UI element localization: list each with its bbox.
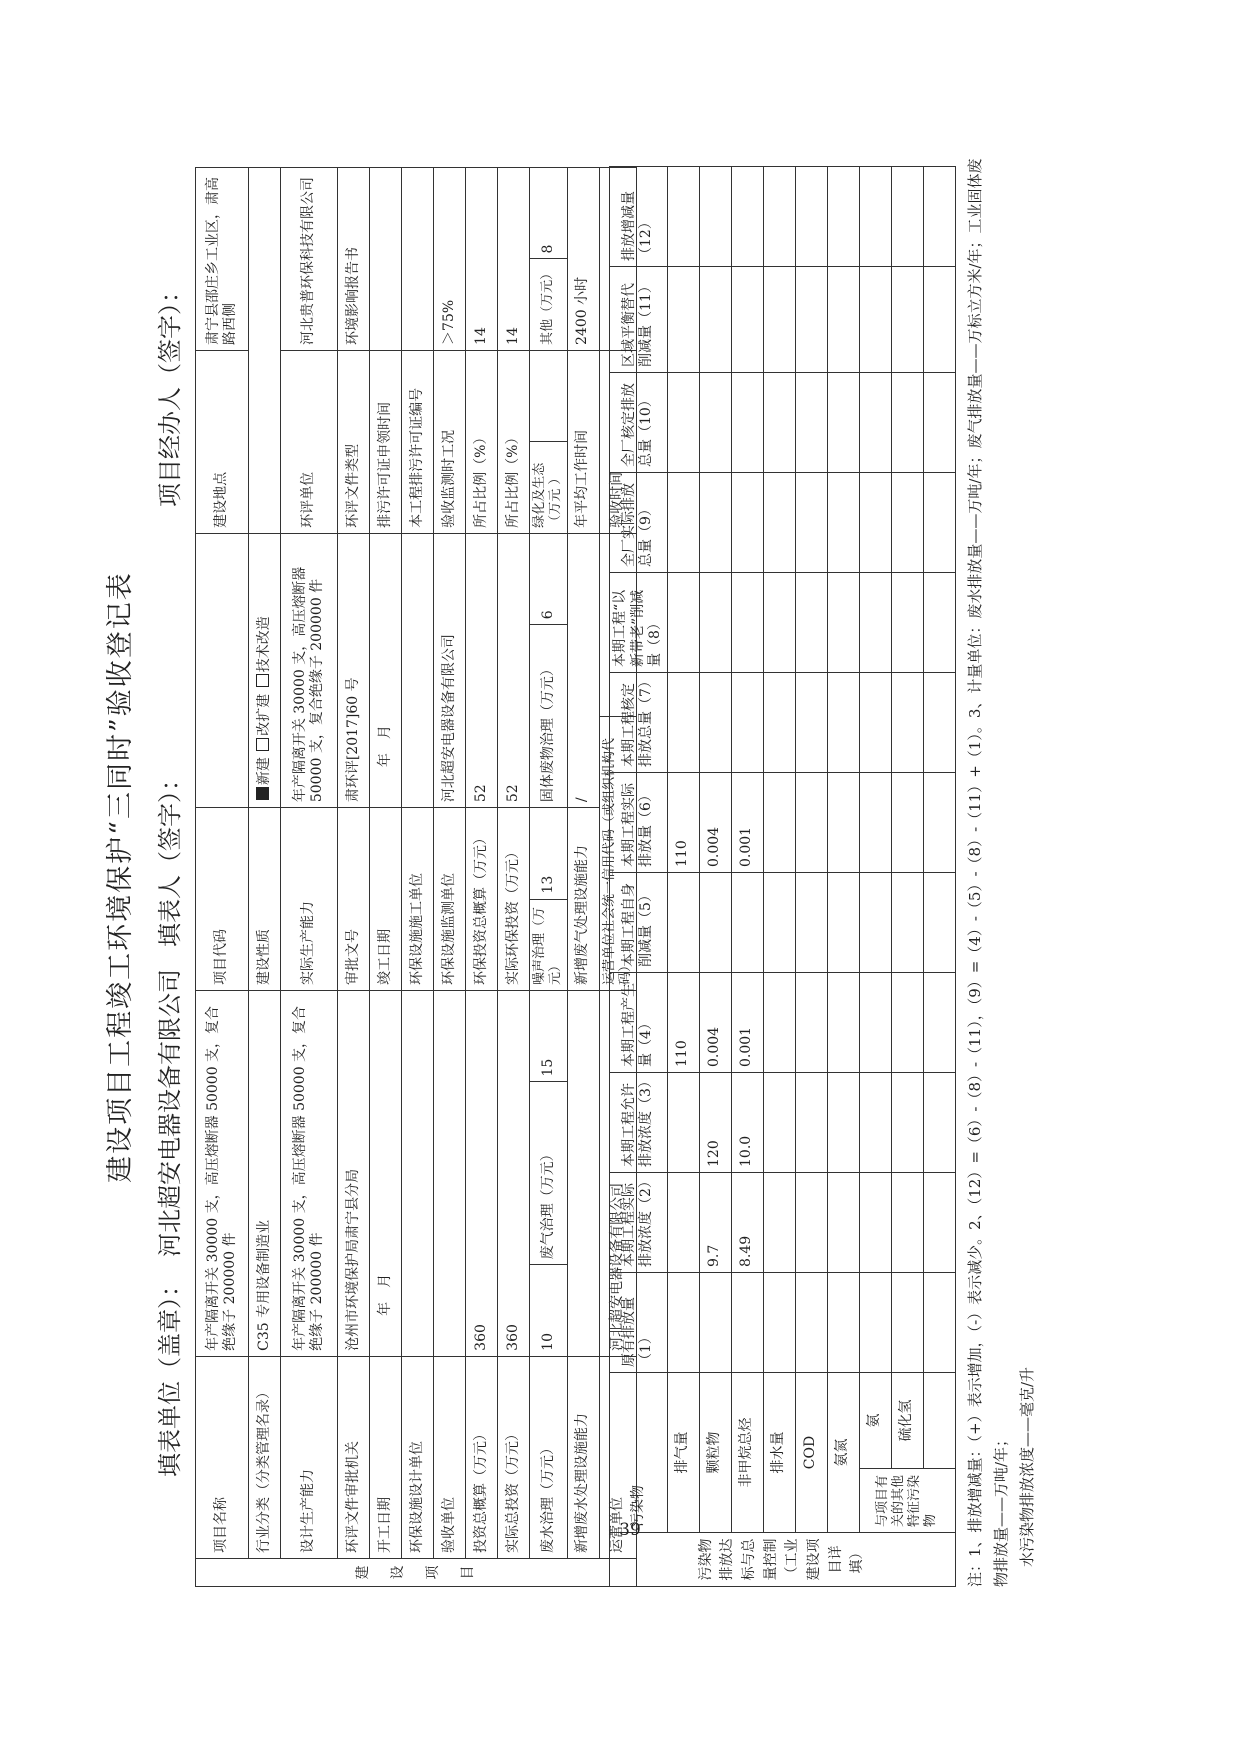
pollutant-name: 颗粒物 [699, 1373, 731, 1533]
page-title: 建设项目工程竣工环境保护“三同时”验收登记表 [105, 571, 136, 1183]
row-design-unit [402, 168, 434, 1587]
row-new-capacity [567, 168, 599, 1587]
pollutant-value-cell [923, 373, 955, 473]
pollutant-value-cell [763, 373, 795, 473]
green-value [530, 350, 568, 441]
page-number: 39 [619, 1520, 641, 1540]
pollutant-value-cell [923, 473, 955, 573]
nature-options: 新建 改扩建 技术改造 [249, 533, 281, 807]
pollutant-value-cell [795, 167, 827, 267]
pollutant-value-cell [667, 267, 699, 373]
eia-unit-value: 河北贵普环保科技有限公司 [281, 168, 338, 351]
pollutant-value-cell [891, 973, 923, 1073]
pollutant-value-cell [859, 573, 891, 673]
new-gas-value: / [567, 533, 599, 807]
pollutant-value-cell [859, 973, 891, 1073]
project-code-value [196, 533, 249, 807]
col-12: 排放增减量（12） [610, 167, 668, 267]
design-unit-label: 环保设施设计单位 [402, 1356, 434, 1558]
fill-unit-value: 河北超安电器设备有限公司 [156, 969, 184, 1257]
col-11: 区域平衡替代削减量（11） [610, 267, 668, 373]
design-cap-value: 年产隔离开关 30000 支，高压熔断器 50000 支，复合绝缘子 200000 件 [281, 991, 338, 1357]
credit-code-label: 运营单位社会统一信用代码（或组织机构代码） [599, 716, 637, 990]
budget-ratio-label: 所占比例（%） [466, 350, 498, 533]
pollutant-value-cell [859, 1173, 891, 1273]
row-approval [338, 168, 370, 1587]
pollutant-value-cell: 0.001 [731, 973, 763, 1073]
pollutant-value-cell [827, 973, 859, 1073]
col-pollutant: 污染物 [610, 1373, 668, 1533]
filler-label: 填表人（签字）： [156, 767, 184, 947]
pollutant-side-label: 污染物排放达标与总量控制（工业建设项目详填） [610, 1533, 956, 1587]
pollutant-value-cell: 8.49 [731, 1173, 763, 1273]
work-hours-label: 年平均工作时间 [567, 350, 599, 533]
col-3: 本期工程允许排放浓度（3） [610, 1073, 668, 1173]
row-capacity [281, 168, 338, 1587]
pollutant-value-cell [731, 473, 763, 573]
pollutant-value-cell [699, 373, 731, 473]
pollutant-value-cell [859, 1273, 891, 1373]
pollutant-value-cell [859, 673, 891, 773]
pollutant-value-cell [923, 673, 955, 773]
pollutant-value-cell [859, 873, 891, 973]
gas-value: 15 [530, 991, 568, 1082]
project-code-label: 项目代码 [196, 808, 249, 991]
accept-time-label: 验收时间 [599, 350, 637, 533]
pollutant-value-cell [763, 673, 795, 773]
pollutant-name: COD [795, 1373, 827, 1533]
checkbox-expansion[interactable] [256, 738, 269, 751]
start-value: 年 月 [370, 991, 402, 1357]
permit-time-value [370, 168, 402, 351]
pollutant-value-cell: 120 [699, 1073, 731, 1173]
pollutant-value-cell [827, 167, 859, 267]
pollutant-value-cell [667, 167, 699, 267]
other-value: 8 [530, 168, 568, 260]
pollutant-value-cell [795, 973, 827, 1073]
pollutant-value-cell [923, 573, 955, 673]
col-7: 本期工程核定排放总量（7） [610, 673, 668, 773]
start-label: 开工日期 [370, 1356, 402, 1558]
pollutant-value-cell [667, 1273, 699, 1373]
env-budget-label: 环保投资总概算（万元） [466, 808, 498, 991]
new-water-label: 新增废水处理设施能力 [567, 1356, 599, 1558]
solid-label: 固体废物治理（万元） [530, 625, 568, 808]
pollutant-value-cell [763, 773, 795, 873]
actual-ratio-value: 14 [498, 168, 530, 351]
pollutant-value-cell [699, 673, 731, 773]
col-4: 本期工程产生量（4） [610, 973, 668, 1073]
industry-label: 行业分类（分类管理名录） [249, 1356, 281, 1558]
pollutant-value-cell [763, 473, 795, 573]
row-industry [249, 168, 281, 1587]
row-accept-unit [434, 168, 466, 1587]
design-cap-label: 设计生产能力 [281, 1356, 338, 1558]
actual-ratio-label: 所占比例（%） [498, 350, 530, 533]
pollutant-row [891, 167, 923, 1587]
pollutant-row [795, 167, 827, 1587]
pollutant-value-cell [923, 1173, 955, 1273]
pollutant-value-cell [827, 1173, 859, 1273]
handler-label: 项目经办人（签字）： [156, 279, 184, 507]
pollutant-value-cell: 0.001 [731, 773, 763, 873]
pollutant-value-cell [891, 773, 923, 873]
pollutant-value-cell [923, 267, 955, 373]
pollutant-value-cell [891, 1273, 923, 1373]
side-label-project: 建 设 项 目 [196, 1559, 637, 1587]
pollutant-value-cell [891, 267, 923, 373]
pollutant-header-row [610, 167, 668, 1587]
pollutant-name: 排水量 [763, 1373, 795, 1533]
noise-value: 13 [530, 808, 568, 899]
pollutant-value-cell [923, 1073, 955, 1173]
pollutant-value-cell [763, 1073, 795, 1173]
pollutant-value-cell [795, 267, 827, 373]
registration-table [195, 167, 637, 1587]
construct-unit-label: 环保设施施工单位 [402, 808, 434, 991]
pollutant-value-cell [795, 1273, 827, 1373]
pollutant-row [667, 167, 699, 1587]
pollutant-table [609, 166, 956, 1587]
checkbox-tech[interactable] [256, 674, 269, 687]
pollutant-value-cell [827, 373, 859, 473]
operator-value: 河北超安电器设备有限公司 [599, 991, 637, 1357]
pollutant-value-cell [827, 473, 859, 573]
pollutant-value-cell [827, 673, 859, 773]
row-budget [466, 168, 498, 1587]
other-label: 其他（万元） [530, 259, 568, 350]
note-line-2: 水污染物排放浓度——毫克/升 [1018, 1366, 1036, 1567]
water-label: 废水治理（万元） [530, 1356, 568, 1558]
pollutant-value-cell: 110 [667, 973, 699, 1073]
pollutant-value-cell [923, 973, 955, 1073]
finish-value: 年 月 [370, 533, 402, 807]
project-name-value: 年产隔离开关 30000 支，高压熔断器 50000 支，复合绝缘子 200000 件 [196, 991, 249, 1357]
pollutant-value-cell [923, 167, 955, 267]
row-treatment [530, 168, 568, 1587]
pollutant-value-cell [795, 1073, 827, 1173]
pollutant-value-cell [891, 1173, 923, 1273]
eia-unit-label: 环评单位 [281, 350, 338, 533]
pollutant-value-cell: 9.7 [699, 1173, 731, 1273]
fill-unit-label: 填表单位（盖章）： [156, 1273, 184, 1477]
accept-unit-value [434, 991, 466, 1357]
finish-label: 竣工日期 [370, 808, 402, 991]
pollutant-value-cell [795, 373, 827, 473]
monitor-cond-value: ＞75% [434, 168, 466, 351]
col-8: 本期工程“以新带老”削减量（8） [610, 573, 668, 673]
pollutant-value-cell [891, 473, 923, 573]
pollutant-value-cell [923, 773, 955, 873]
rotated-form [90, 127, 1150, 1627]
pollutant-value-cell [795, 873, 827, 973]
related-pollutant-group: 与项目有关的其他特征污染物 [859, 1469, 955, 1533]
related-pollutant-name [923, 1373, 955, 1469]
location-value: 肃宁县邵庄乡工业区，肃高路西侧 [196, 168, 249, 351]
pollutant-value-cell [827, 773, 859, 873]
pollutant-value-cell [891, 1073, 923, 1173]
accept-unit-label: 验收单位 [434, 1356, 466, 1558]
actual-label: 实际总投资（万元） [498, 1356, 530, 1558]
pollutant-row [763, 167, 795, 1587]
actual-cap-label: 实际生产能力 [281, 808, 338, 991]
nature-label: 建设性质 [249, 808, 281, 991]
approval-no-label: 审批文号 [338, 808, 370, 991]
pollutant-value-cell [667, 1073, 699, 1173]
pollutant-row [923, 167, 955, 1587]
pollutant-value-cell [731, 673, 763, 773]
new-water-value [567, 991, 599, 1357]
monitor-cond-label: 验收监测时工况 [434, 350, 466, 533]
construct-unit-value [402, 533, 434, 807]
pollutant-value-cell [731, 167, 763, 267]
pollutant-row [827, 167, 859, 1587]
row-project-name [196, 168, 249, 1587]
pollutant-value-cell [667, 873, 699, 973]
col-5: 本期工程自身削减量（5） [610, 873, 668, 973]
col-9: 全厂实际排放总量（9） [610, 473, 668, 573]
pollutant-value-cell [859, 373, 891, 473]
pollutant-value-cell: 10.0 [731, 1073, 763, 1173]
pollutant-value-cell [891, 873, 923, 973]
pollutant-value-cell [923, 873, 955, 973]
work-hours-value: 2400 小时 [567, 168, 599, 351]
pollutant-value-cell [699, 267, 731, 373]
pollutant-value-cell [667, 473, 699, 573]
pollutant-value-cell [827, 873, 859, 973]
design-unit-value [402, 991, 434, 1357]
footnotes [962, 147, 1040, 1587]
row-actual [498, 168, 530, 1587]
permit-no-label: 本工程排污许可证编号 [402, 350, 434, 533]
pollutant-value-cell [859, 1073, 891, 1173]
budget-ratio-value: 14 [466, 168, 498, 351]
pollutant-value-cell [827, 267, 859, 373]
permit-no-value [402, 168, 434, 351]
checkbox-new[interactable] [256, 787, 269, 800]
pollutant-value-cell [891, 673, 923, 773]
pollutant-value-cell [827, 1273, 859, 1373]
location-label: 建设地点 [196, 350, 249, 533]
pollutant-value-cell [891, 167, 923, 267]
pollutant-value-cell [667, 1173, 699, 1273]
pollutant-value-cell [795, 1173, 827, 1273]
pollutant-value-cell: 0.004 [699, 973, 731, 1073]
col-2: 本期工程实际排放浓度（2） [610, 1173, 668, 1273]
pollutant-value-cell [731, 373, 763, 473]
blank-cell [249, 168, 281, 534]
project-name-label: 项目名称 [196, 1356, 249, 1558]
approval-no-value: 肃环评[2017]60 号 [338, 533, 370, 807]
pollutant-value-cell [763, 973, 795, 1073]
pollutant-value-cell [667, 373, 699, 473]
col-6: 本期工程实际排放量（6） [610, 773, 668, 873]
related-pollutant-name: 氨 [859, 1373, 891, 1469]
pollutant-row [731, 167, 763, 1587]
pollutant-value-cell [827, 1073, 859, 1173]
operator-label: 运营单位 [599, 1356, 637, 1558]
row-dates [370, 168, 402, 1587]
pollutant-value-cell [731, 873, 763, 973]
col-1: 原有排放量（1） [610, 1273, 668, 1373]
pollutant-value-cell [699, 873, 731, 973]
pollutant-value-cell [763, 873, 795, 973]
pollutant-value-cell [859, 473, 891, 573]
env-budget-value: 52 [466, 533, 498, 807]
pollutant-value-cell: 110 [667, 773, 699, 873]
solid-value: 6 [530, 533, 568, 624]
pollutant-value-cell [699, 1273, 731, 1373]
pollutant-value-cell [731, 1273, 763, 1373]
pollutant-row [859, 167, 891, 1587]
gas-label: 废气治理（万元） [530, 1082, 568, 1265]
budget-value: 360 [466, 991, 498, 1357]
note-line-1: 注：1、排放增减量：（+）表示增加，（-）表示减少。2、（12）=（6）-（8）-（11），（9）=（4）-（5）-（8）-（11）+（1）。3、计量单位：废水排放量——万吨/年；废气排放量——万标立方米/年；工业固体废物排放量——万吨/年； [966, 158, 1010, 1587]
pollutant-value-cell [827, 573, 859, 673]
noise-label: 噪声治理（万元） [530, 899, 568, 990]
new-gas-label: 新增废气处理设施能力 [567, 808, 599, 991]
budget-label: 投资总概算（万元） [466, 1356, 498, 1558]
industry-value: C35 专用设备制造业 [249, 991, 281, 1357]
approval-org-label: 环评文件审批机关 [338, 1356, 370, 1558]
pollutant-value-cell [699, 167, 731, 267]
pollutant-value-cell [731, 267, 763, 373]
env-actual-label: 实际环保投资（万元） [498, 808, 530, 991]
pollutant-value-cell [667, 573, 699, 673]
signature-line [150, 147, 186, 1587]
pollutant-value-cell [763, 167, 795, 267]
monitor-unit-label: 环保设施监测单位 [434, 808, 466, 991]
monitor-unit-value: 河北超安电器设备有限公司 [434, 533, 466, 807]
pollutant-value-cell [763, 573, 795, 673]
pollutant-value-cell [795, 673, 827, 773]
water-value: 10 [530, 1265, 568, 1356]
pollutant-value-cell [699, 573, 731, 673]
permit-time-label: 排污许可证申领时间 [370, 350, 402, 533]
pollutant-value-cell [731, 573, 763, 673]
col-10: 全厂核定排放总量（10） [610, 373, 668, 473]
pollutant-value-cell [763, 267, 795, 373]
pollutant-value-cell [763, 1173, 795, 1273]
pollutant-name: 非甲烷总烃 [731, 1373, 763, 1533]
pollutant-value-cell [795, 773, 827, 873]
actual-value: 360 [498, 991, 530, 1357]
eia-type-label: 环评文件类型 [338, 350, 370, 533]
approval-org-value: 沧州市环境保护局肃宁县分局 [338, 991, 370, 1357]
pollutant-value-cell [795, 473, 827, 573]
pollutant-value-cell: 0.004 [699, 773, 731, 873]
pollutant-value-cell [795, 573, 827, 673]
pollutant-value-cell [699, 473, 731, 573]
pollutant-value-cell [891, 573, 923, 673]
pollutant-name: 氨氮 [827, 1373, 859, 1533]
pollutant-value-cell [891, 373, 923, 473]
pollutant-value-cell [667, 673, 699, 773]
pollutant-value-cell [923, 1273, 955, 1373]
green-label: 绿化及生态（万元 ） [530, 442, 568, 533]
pollutant-value-cell [859, 267, 891, 373]
env-actual-value: 52 [498, 533, 530, 807]
pollutant-value-cell [859, 773, 891, 873]
eia-type-value: 环境影响报告书 [338, 168, 370, 351]
pollutant-row [699, 167, 731, 1587]
actual-cap-value: 年产隔离开关 30000 支，高压熔断器 50000 支，复合绝缘子 200000 件 [281, 533, 338, 807]
pollutant-value-cell [859, 167, 891, 267]
pollutant-value-cell [763, 1273, 795, 1373]
related-pollutant-name: 硫化氢 [891, 1373, 923, 1469]
pollutant-name: 排气量 [667, 1373, 699, 1533]
